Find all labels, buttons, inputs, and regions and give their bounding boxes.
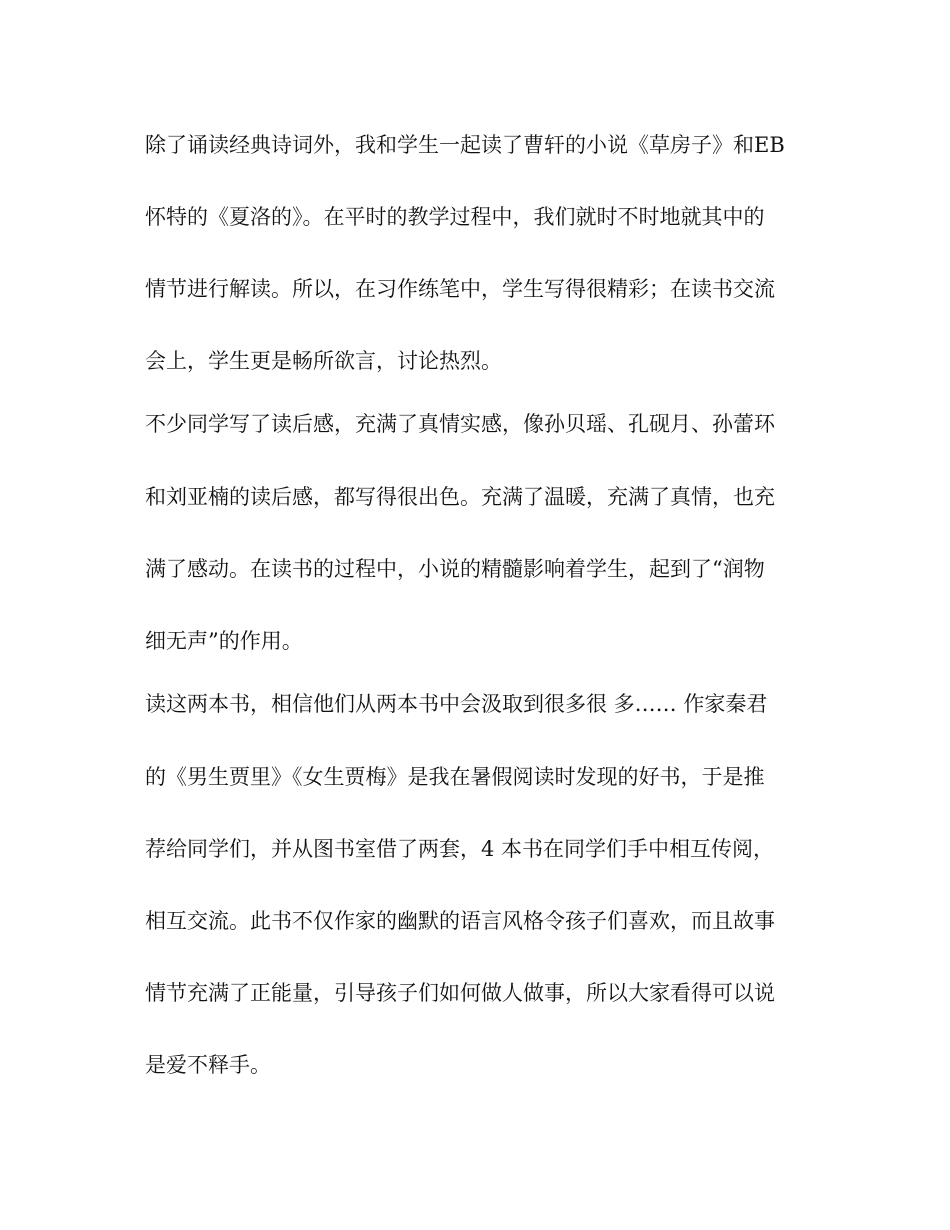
text-line: 会上，学生更是畅所欲言，讨论热烈。 <box>145 349 502 373</box>
text-line: 情节进行解读。所以，在习作练笔中，学生写得很精彩；在读书交流 <box>145 277 775 301</box>
text-line: 满了感动。在读书的过程中，小说的精髓影响着学生，起到了“润物 <box>145 557 765 581</box>
text-line: 和刘亚楠的读后感，都写得很出色。充满了温暖，充满了真情，也充 <box>145 485 775 509</box>
text-line: 细无声”的作用。 <box>145 629 303 653</box>
text-line: 荐给同学们，并从图书室借了两套，4 本书在同学们手中相互传阅， <box>145 837 775 861</box>
text-line: 相互交流。此书不仅作家的幽默的语言风格令孩子们喜欢，而且故事 <box>145 909 775 933</box>
text-line: 是爱不释手。 <box>145 1053 271 1077</box>
text-line: 不少同学写了读后感，充满了真情实感，像孙贝瑶、孔砚月、孙蕾环 <box>145 412 775 436</box>
text-line: 怀特的《夏洛的》。在平时的教学过程中，我们就时不时地就其中的 <box>145 205 765 229</box>
text-line: 情节充满了正能量，引导孩子们如何做人做事，所以大家看得可以说 <box>145 981 775 1005</box>
text-line: 的《男生贾里》《女生贾梅》是我在暑假阅读时发现的好书，于是推 <box>145 765 765 789</box>
text-line: 读这两本书，相信他们从两本书中会汲取到很多很 多…… 作家秦君 <box>145 692 768 716</box>
text-line: 除了诵读经典诗词外，我和学生一起读了曹轩的小说《草房子》和EB <box>145 133 785 157</box>
